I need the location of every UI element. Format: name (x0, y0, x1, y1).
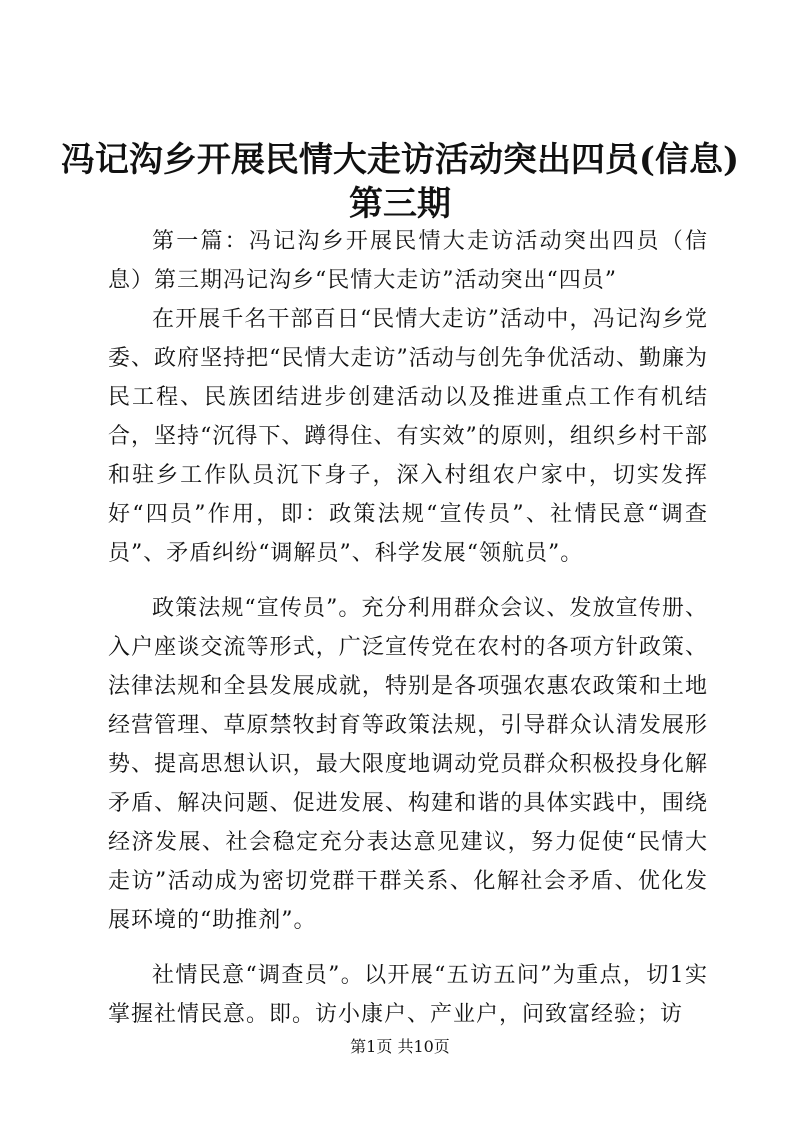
document-title-line2: 第三期 (349, 184, 451, 224)
paragraph-1: 第一篇：冯记沟乡开展民情大走访活动突出四员（信息）第三期冯记沟乡“民情大走访”活动突出“四员” (108, 229, 708, 293)
paragraph-3: 政策法规“宣传员”。充分利用群众会议、发放宣传册、入户座谈交流等形式，广泛宣传党在农村的各项方针政策、法律法规和全县发展成就，特别是各项强农惠农政策和土地经营管理、草原禁牧封育等政策法规，引导群众认清发展形势、提高思想认识，最大限度地调动党员群众积极投身化解矛盾、解决问题、促进发展、构建和谐的具体实践中，围绕经济发展、社会稳定充分表达意见建议，努力促使“民情大走访”活动成为密切党群干群关系、化解社会矛盾、优化发展环境的“助推剂”。 (108, 596, 708, 933)
page-number-footer: 第1页 共10页 (350, 1037, 450, 1056)
paragraph-4: 社情民意“调查员”。以开展“五访五问”为重点，切1实掌握社情民意。即。访小康户、产业户，问致富经验；访 (108, 963, 708, 1027)
document-title-line1: 冯记沟乡开展民情大走访活动突出四员(信息) (60, 140, 740, 180)
document-body (108, 222, 708, 1034)
paragraph-2: 在开展千名干部百日“民情大走访”活动中，冯记沟乡党委、政府坚持把“民情大走访”活动与创先争优活动、勤廉为民工程、民族团结进步创建活动以及推进重点工作有机结合，坚持“沉得下、蹲得住、有实效”的原则，组织乡村干部和驻乡工作队员沉下身子，深入村组农户家中，切实发挥好“四员”作用，即：政策法规“宣传员”、社情民意“调查员”、矛盾纠纷“调解员”、科学发展“领航员”。 (108, 307, 708, 566)
